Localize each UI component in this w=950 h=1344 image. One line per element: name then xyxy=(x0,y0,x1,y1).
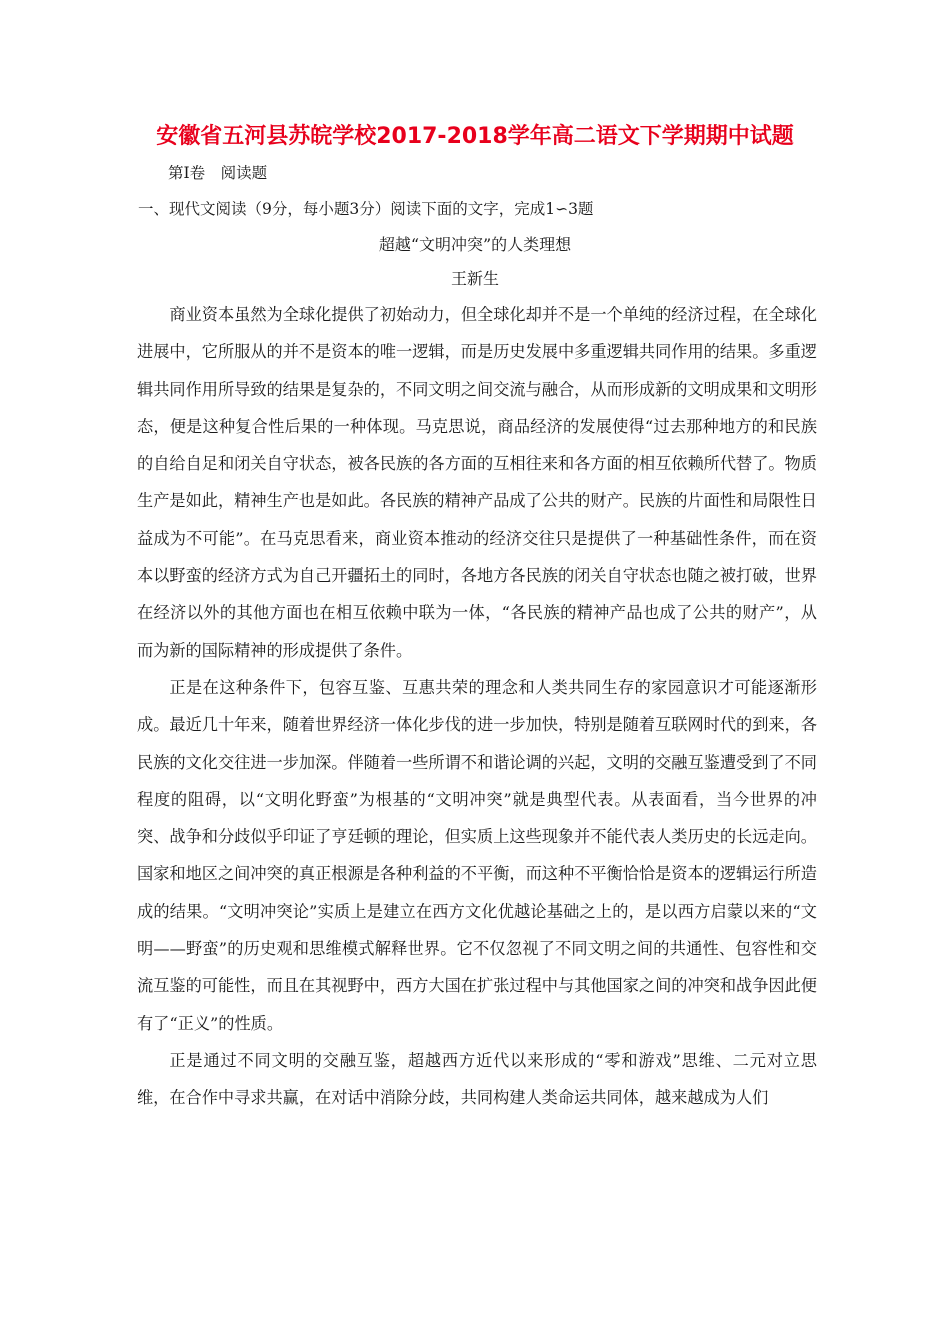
article-paragraph-1: 商业资本虽然为全球化提供了初始动力，但全球化却并不是一个单纯的经济过程，在全球化进展中，它所服从的并不是资本的唯一逻辑，而是历史发展中多重逻辑共同作用的结果。多重逻辑共同作用所导致的结果是复杂的，不同文明之间交流与融合，从而形成新的文明成果和文明形态，便是这种复合性后果的一种体现。马克思说，商品经济的发展使得“过去那种地方的和民族的自给自足和闭关自守状态，被各民族的各方面的互相往来和各方面的相互依赖所代替了。物质生产是如此，精神生产也是如此。各民族的精神产品成了公共的财产。民族的片面性和局限性日益成为不可能”。在马克思看来，商业资本推动的经济交往只是提供了一种基础性条件，而在资本以野蛮的经济方式为自己开疆拓土的同时，各地方各民族的闭关自守状态也随之被打破，世界在经济以外的其他方面也在相互依赖中联为一体，“各民族的精神产品也成了公共的财产”，从而为新的国际精神的形成提供了条件。 xyxy=(137,305,817,660)
question-instructions: 一、现代文阅读（9分，每小题3分）阅读下面的文字，完成1∽3题 xyxy=(138,200,594,218)
document-title: 安徽省五河县苏皖学校2017-2018学年高二语文下学期期中试题 xyxy=(156,124,794,149)
article-author: 王新生 xyxy=(450,269,499,288)
article-title: 超越“文明冲突”的人类理想 xyxy=(378,235,572,254)
article-paragraph-2: 正是在这种条件下，包容互鉴、互惠共荣的理念和人类共同生存的家园意识才可能逐渐形成。最近几十年来，随着世界经济一体化步伐的进一步加快，特别是随着互联网时代的到来，各民族的文化交往进一步加深。伴随着一些所谓不和谐论调的兴起，文明的交融互鉴遭受到了不同程度的阻碍，以“文明化野蛮”为根基的“文明冲突”就是典型代表。从表面看，当今世界的冲突、战争和分歧似乎印证了亨廷顿的理论，但实质上这些现象并不能代表人类历史的长远走向。国家和地区之间冲突的真正根源是各种利益的不平衡，而这种不平衡恰恰是资本的逻辑运行所造成的结果。“文明冲突论”实质上是建立在西方文化优越论基础之上的，是以西方启蒙以来的“文明——野蛮”的历史观和思维模式解释世界。它不仅忽视了不同文明之间的共通性、包容性和交流互鉴的可能性，而且在其视野中，西方大国在扩张过程中与其他国家之间的冲突和战争因此便有了“正义”的性质。 xyxy=(137,677,817,1033)
article-paragraph-3: 正是通过不同文明的交融互鉴，超越西方近代以来形成的“零和游戏”思维、二元对立思维，在合作中寻求共赢，在对话中消除分歧，共同构建人类命运共同体，越来越成为人们 xyxy=(137,1050,817,1108)
article-body xyxy=(137,296,817,1117)
part-label: 第Ⅰ卷 阅读题 xyxy=(168,164,268,182)
